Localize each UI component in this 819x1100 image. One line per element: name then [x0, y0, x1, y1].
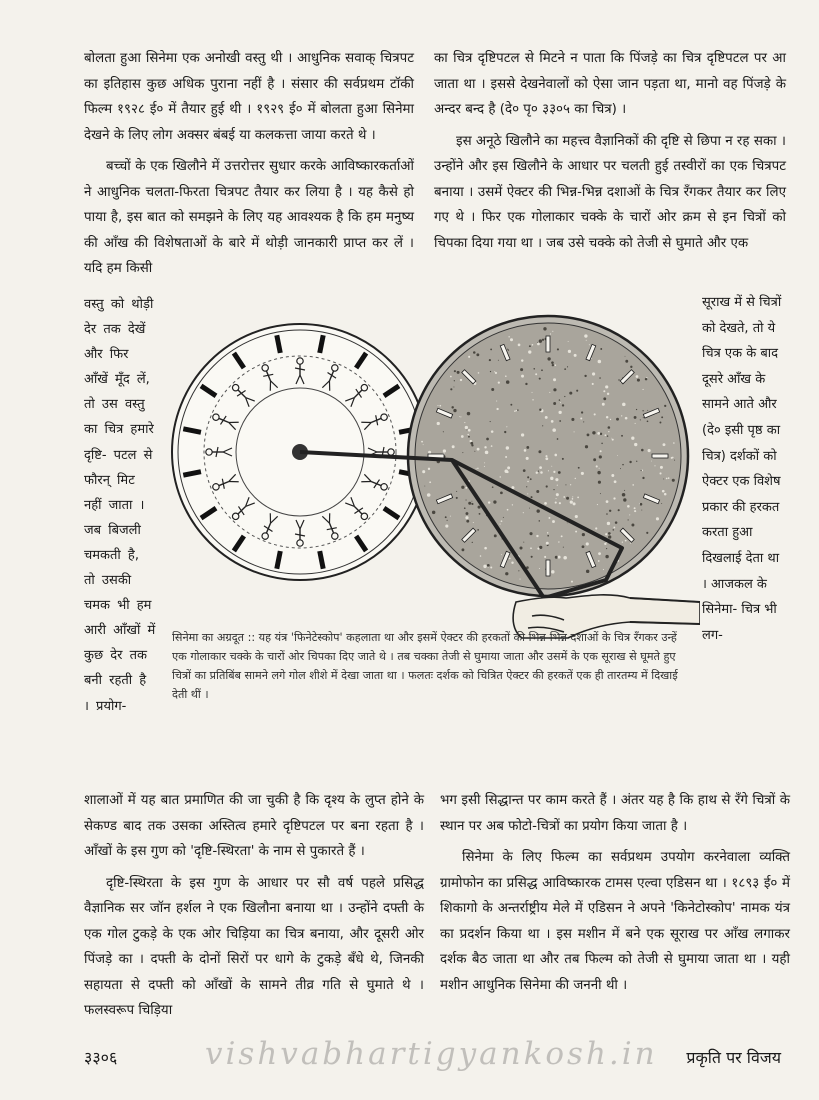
paragraph-toy-importance: इस अनूठे खिलौने का महत्त्व वैज्ञानिकों की दृष्टि से छिपा न रह सका । उन्होंने और इस खिलौने के आधार पर चलती हुई तस्वीरों का एक चित्रपट बनाया । उसमें ऐक्टर की भिन्न-भिन्न दशाओं के चित्र रँगकर तैयार कर लिए गए थे । फिर एक गोलाकार चक्के के चारों ओर क्रम से इन चित्रों को चिपका दिया गया था । जब उसे चक्के को तेजी से घुमाते और एक [434, 133, 786, 251]
mirror-disc [408, 316, 688, 596]
figure-caption: सिनेमा का अग्रदूत :: यह यंत्र 'फिनेटेस्कोप' कहलाता था और इसमें ऐक्टर की हरकतों की भिन्न-भिन्न दशाओं के चित्र रँगकर उन्हें एक गोलाकार चक्के के चारों ओर चिपका दिए जाते थे । तब चक्का तेजी से घुमाया जाता और उसमें के एक सूराख से घूमते हुए चित्रों का प्रतिबिंब सामने लगे गोल शीशे में देखा जाता था । फलतः दर्शक को चित्रित ऐक्टर की हरकतें एक ही तारतम्य में दिखाई देती थीं । [172, 631, 678, 701]
column-right-narrow: सूराख में से चित्रों को देखते, तो ये चित्र एक के बाद दूसरे आँख के सामने आते और (दे० इसी पृष्ठ का चित्र) दर्शकों को ऐक्टर एक विशेष प्रकार की हरकत करता हुआ दिखलाई देता था । आजकल के सिनेमा- चित्र भी लग- [702, 295, 782, 643]
watermark: vishvabhartigyankosh.in [205, 1036, 658, 1072]
paragraph-persistence-of-vision: शालाओं में यह बात प्रमाणित की जा चुकी है कि दृश्य के लुप्त होने के सेकण्ड बाद तक उसका अस्तित्व हमारे दृष्टिपटल पर बना रहता है । आँखों के इस गुण को 'दृष्टि-स्थिरता' के नाम से पुकारते हैं । [84, 793, 424, 859]
paragraph-bird-cage: का चित्र दृष्टिपटल से मिटने न पाता कि पिंजड़े का चित्र दृष्टिपटल पर आ जाता था । इससे देखनेवालों को ऐसा जान पड़ता था, मानो वह पिंजड़े के अन्दर बन्द है (दे० पृ० ३३०५ का चित्र) । [434, 51, 786, 117]
column-right-top [434, 46, 786, 262]
paragraph-herschel-toy: दृष्टि-स्थिरता के इस गुण के आधार पर सौ वर्ष पहले प्रसिद्ध वैज्ञानिक सर जॉन हर्शल ने एक खिलौना बनाया था । उन्होंने दफ्ती के एक गोल टुकड़े के एक ओर चिड़िया का चित्र बनाया, और दूसरी ओर पिंजड़े का । दफ्ती के दोनों सिरों पर धागे के टुकड़े बँधे थे, जिनकी सहायता से दफ्ती को आँखों के सामने तीव्र गति से घुमाते थे । फलस्वरूप चिड़िया [84, 875, 425, 1018]
paragraph-edison-kinetoscope: सिनेमा के लिए फिल्म का सर्वप्रथम उपयोग करनेवाला व्यक्ति ग्रामोफोन का प्रसिद्ध आविष्कारक टामस एल्वा एडिसन था । १८९३ ई० में शिकागो के अन्तर्राष्ट्रीय मेले में एडिसन ने अपने 'किनेटोस्कोप' नामक यंत्र का प्रदर्शन किया था । इस मशीन में बने एक सूराख पर आँख लगाकर दर्शक बैठ जाता था और तब फिल्म को तेजी से घुमाया जाता था । यही मशीन आधुनिक सिनेमा की जननी थी । [440, 850, 790, 993]
column-left-top [84, 46, 414, 288]
page-footer [0, 1036, 819, 1080]
running-title: प्रकृति पर विजय [686, 1048, 781, 1067]
page-number: ३३०६ [84, 1048, 118, 1067]
paragraph-modern-cinema: भग इसी सिद्धान्त पर काम करते हैं । अंतर यह है कि हाथ से रँगे चित्रों के स्थान पर अब फोटो-चित्रों का प्रयोग किया जाता है । [440, 793, 790, 834]
phenakistoscope-illustration [160, 280, 700, 640]
column-left-narrow: वस्तु को थोड़ी देर तक देखें और फिर आँखें मूँद लें, तो उस वस्तु का चित्र हमारे दृष्टि- पटल से फौरन् मिट नहीं जाता । जब बिजली चमकती है, तो उसकी चमक भी हम आरी आँखों में कुछ देर तक बनी रहती है । प्रयोग- [84, 297, 156, 714]
column-right-bottom [440, 788, 790, 1004]
column-left-bottom [84, 788, 424, 1030]
paragraph-talkie-history: बोलता हुआ सिनेमा एक अनोखी वस्तु थी । आधुनिक सवाक् चित्रपट का इतिहास कुछ अधिक पुराना नहीं है । संसार की सर्वप्रथम टॉकी फिल्म १९२८ ई० में तैयार हुई थी । १९२९ ई० में बोलता हुआ सिनेमा देखने के लिए लोग अक्सर बंबई या कलकत्ता जाया करते थे । [84, 51, 414, 143]
paragraph-toy-improvement: बच्चों के एक खिलौने में उत्तरोत्तर सुधार करके आविष्कारकर्ताओं ने आधुनिक चलता-फिरता चित्रपट तैयार कर लिया है । यह कैसे हो पाया है, इस बात को समझने के लिए यह आवश्यक है कि हम मनुष्य की आँख की विशेषताओं के बारे में थोड़ी जानकारी प्राप्त कर लें । यदि हम किसी [84, 159, 414, 276]
